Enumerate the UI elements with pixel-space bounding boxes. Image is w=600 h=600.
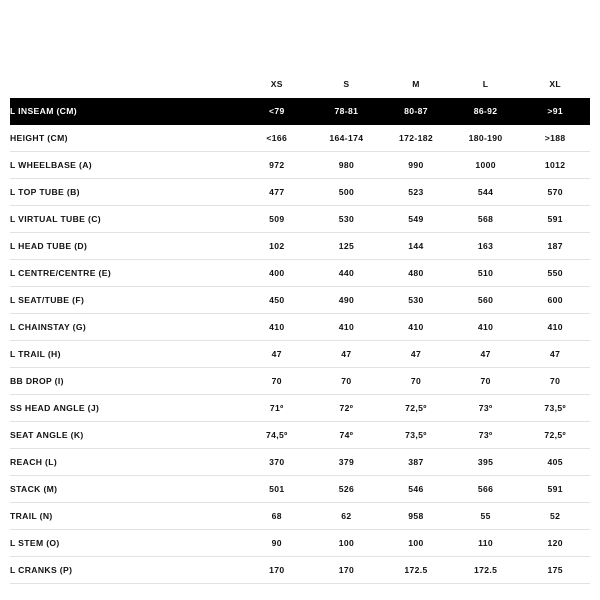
table-cell: 175 <box>520 557 590 584</box>
table-cell: 490 <box>312 287 382 314</box>
table-row <box>10 233 590 260</box>
table-cell: 440 <box>312 260 382 287</box>
table-row <box>10 179 590 206</box>
table-cell: 73,5º <box>520 395 590 422</box>
table-row <box>10 341 590 368</box>
table-cell: 480 <box>381 260 451 287</box>
table-cell: 164-174 <box>312 125 382 152</box>
row-label: L CRANKS (P) <box>10 557 242 584</box>
table-cell: 523 <box>381 179 451 206</box>
table-row <box>10 368 590 395</box>
table-cell: 90 <box>242 530 312 557</box>
table-cell: 410 <box>381 314 451 341</box>
table-row <box>10 206 590 233</box>
table-cell: 501 <box>242 476 312 503</box>
table-cell: 566 <box>451 476 521 503</box>
table-cell: 544 <box>451 179 521 206</box>
table-cell: 405 <box>520 449 590 476</box>
table-cell: 410 <box>520 314 590 341</box>
row-label: L TRAIL (H) <box>10 341 242 368</box>
table-cell: 410 <box>242 314 312 341</box>
row-label: L TOP TUBE (B) <box>10 179 242 206</box>
table-cell: 549 <box>381 206 451 233</box>
table-cell: 74º <box>312 422 382 449</box>
row-label: BB DROP (I) <box>10 368 242 395</box>
table-row <box>10 287 590 314</box>
table-cell: 450 <box>242 287 312 314</box>
column-header-xs: XS <box>270 79 283 89</box>
table-cell: 55 <box>451 503 521 530</box>
row-label: L HEAD TUBE (D) <box>10 233 242 260</box>
table-row <box>10 422 590 449</box>
row-label: L INSEAM (CM) <box>10 98 242 125</box>
row-label: SS HEAD ANGLE (J) <box>10 395 242 422</box>
table-cell: 163 <box>451 233 521 260</box>
row-label: L WHEELBASE (A) <box>10 152 242 179</box>
table-cell: <79 <box>242 98 312 125</box>
table-cell: 546 <box>381 476 451 503</box>
table-cell: 187 <box>520 233 590 260</box>
table-cell: 387 <box>381 449 451 476</box>
table-cell: 379 <box>312 449 382 476</box>
table-cell: 526 <box>312 476 382 503</box>
column-header-measure <box>10 70 242 98</box>
table-cell: 52 <box>520 503 590 530</box>
table-row <box>10 98 590 125</box>
row-label: HEIGHT (CM) <box>10 125 242 152</box>
table-cell: 70 <box>381 368 451 395</box>
table-row <box>10 530 590 557</box>
table-cell: 110 <box>451 530 521 557</box>
table-cell: 568 <box>451 206 521 233</box>
table-row <box>10 125 590 152</box>
table-cell: 47 <box>312 341 382 368</box>
table-cell: >91 <box>520 98 590 125</box>
table-cell: 560 <box>451 287 521 314</box>
table-cell: 1012 <box>520 152 590 179</box>
table-cell: 86-92 <box>451 98 521 125</box>
table-row <box>10 395 590 422</box>
row-label: L CENTRE/CENTRE (E) <box>10 260 242 287</box>
table-body <box>10 98 590 584</box>
table-cell: 70 <box>312 368 382 395</box>
column-header-s: S <box>343 79 350 89</box>
table-cell: <166 <box>242 125 312 152</box>
table-cell: 73º <box>451 395 521 422</box>
table-cell: 47 <box>242 341 312 368</box>
table-cell: 170 <box>312 557 382 584</box>
table-row <box>10 152 590 179</box>
table-cell: 62 <box>312 503 382 530</box>
row-label: STACK (M) <box>10 476 242 503</box>
table-cell: 72,5º <box>381 395 451 422</box>
row-label: L VIRTUAL TUBE (C) <box>10 206 242 233</box>
table-cell: 72º <box>312 395 382 422</box>
table-cell: 70 <box>451 368 521 395</box>
table-cell: 71º <box>242 395 312 422</box>
table-cell: 78-81 <box>312 98 382 125</box>
table-cell: 570 <box>520 179 590 206</box>
table-cell: 144 <box>381 233 451 260</box>
table-cell: 180-190 <box>451 125 521 152</box>
table-cell: 73,5º <box>381 422 451 449</box>
table-cell: 400 <box>242 260 312 287</box>
table-cell: 500 <box>312 179 382 206</box>
table-cell: 80-87 <box>381 98 451 125</box>
table-cell: 125 <box>312 233 382 260</box>
row-label: L STEM (O) <box>10 530 242 557</box>
table-cell: 74,5º <box>242 422 312 449</box>
table-cell: 958 <box>381 503 451 530</box>
geometry-table <box>10 70 590 584</box>
table-cell: 100 <box>312 530 382 557</box>
row-label: TRAIL (N) <box>10 503 242 530</box>
table-row <box>10 449 590 476</box>
table-cell: 591 <box>520 206 590 233</box>
table-header-row <box>10 70 590 98</box>
table-row <box>10 314 590 341</box>
table-cell: >188 <box>520 125 590 152</box>
table-cell: 100 <box>381 530 451 557</box>
table-cell: 47 <box>520 341 590 368</box>
row-label: SEAT ANGLE (K) <box>10 422 242 449</box>
table-cell: 120 <box>520 530 590 557</box>
table-cell: 477 <box>242 179 312 206</box>
column-header-l: L <box>482 79 489 89</box>
table-cell: 102 <box>242 233 312 260</box>
table-cell: 410 <box>451 314 521 341</box>
table-cell: 47 <box>451 341 521 368</box>
table-cell: 600 <box>520 287 590 314</box>
table-cell: 47 <box>381 341 451 368</box>
table-row <box>10 260 590 287</box>
table-cell: 172.5 <box>381 557 451 584</box>
table-cell: 73º <box>451 422 521 449</box>
row-label: L CHAINSTAY (G) <box>10 314 242 341</box>
row-label: L SEAT/TUBE (F) <box>10 287 242 314</box>
table-cell: 980 <box>312 152 382 179</box>
table-cell: 509 <box>242 206 312 233</box>
table-cell: 1000 <box>451 152 521 179</box>
table-cell: 972 <box>242 152 312 179</box>
row-label: REACH (L) <box>10 449 242 476</box>
table-cell: 172.5 <box>451 557 521 584</box>
table-row <box>10 503 590 530</box>
table-row <box>10 557 590 584</box>
table-cell: 68 <box>242 503 312 530</box>
table-cell: 370 <box>242 449 312 476</box>
table-cell: 530 <box>381 287 451 314</box>
table-cell: 410 <box>312 314 382 341</box>
table-cell: 70 <box>520 368 590 395</box>
table-cell: 530 <box>312 206 382 233</box>
table-cell: 550 <box>520 260 590 287</box>
table-cell: 72,5º <box>520 422 590 449</box>
table-cell: 591 <box>520 476 590 503</box>
column-header-xl: XL <box>549 79 562 89</box>
table-cell: 990 <box>381 152 451 179</box>
table-cell: 395 <box>451 449 521 476</box>
table-cell: 70 <box>242 368 312 395</box>
column-header-m: M <box>412 79 420 89</box>
table-cell: 172-182 <box>381 125 451 152</box>
table-cell: 510 <box>451 260 521 287</box>
table-row <box>10 476 590 503</box>
table-cell: 170 <box>242 557 312 584</box>
